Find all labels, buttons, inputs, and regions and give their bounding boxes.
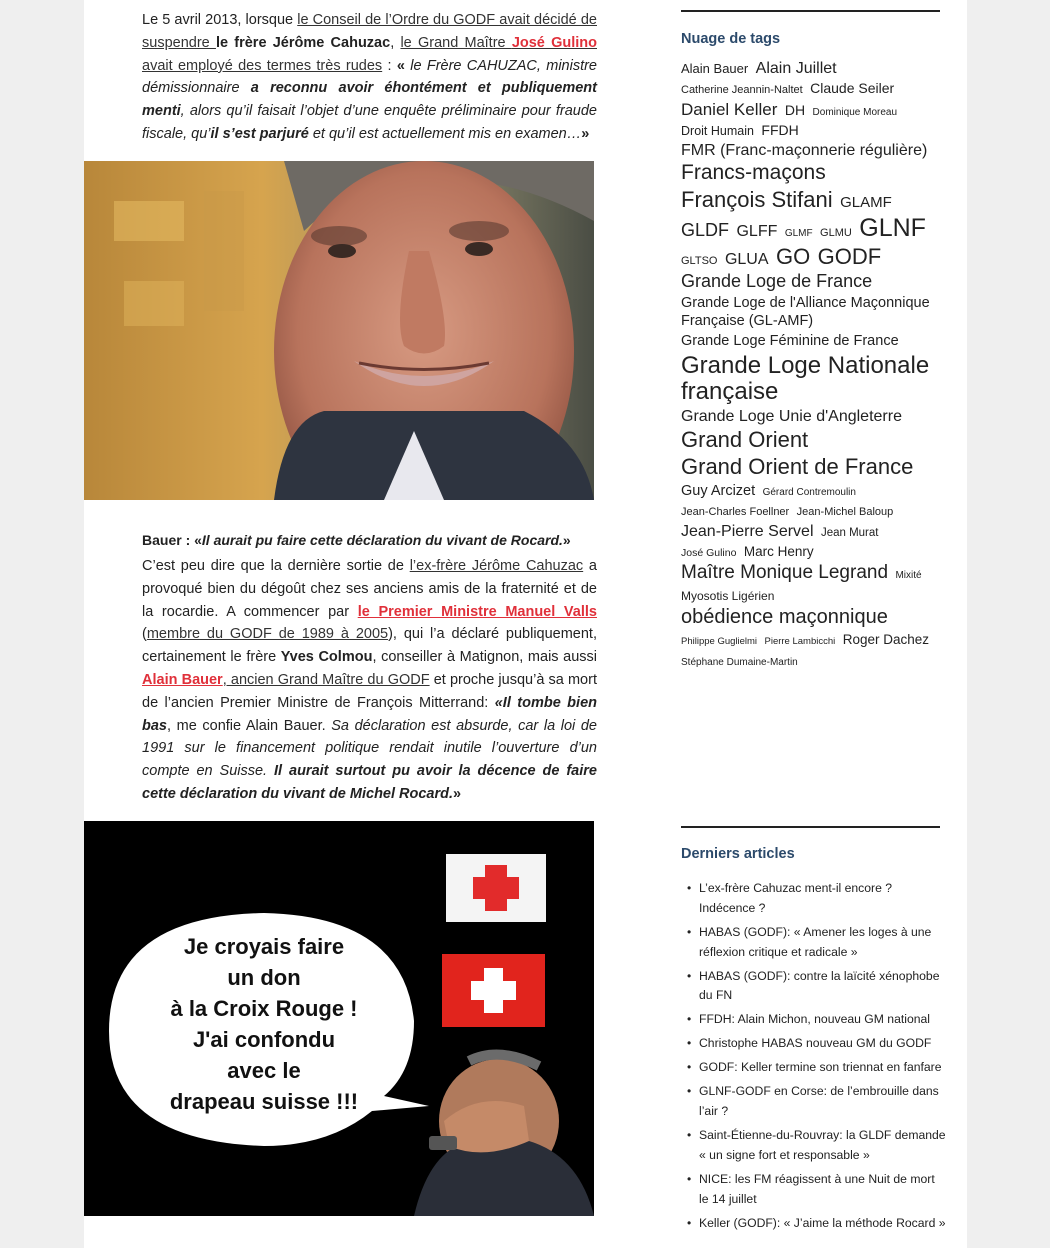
tag-link[interactable]: GLMF (784, 227, 813, 239)
article-link[interactable]: FFDH: Alain Michon, nouveau GM national (699, 1012, 930, 1027)
tag-link[interactable]: Stéphane Dumaine-Martin (681, 656, 798, 668)
text: ( (142, 626, 147, 643)
tag-link[interactable]: Grand Orient (681, 427, 809, 453)
list-item (681, 1170, 946, 1210)
bubble-line: drapeau suisse !!! (169, 1089, 359, 1114)
tag-row (681, 607, 940, 629)
list-item (681, 967, 946, 1007)
tag-link[interactable]: Grande Loge Unie d'Angleterre (681, 407, 902, 425)
tag-link[interactable]: GODF (817, 243, 882, 269)
tag-link[interactable]: Myosotis Ligérien (681, 588, 775, 603)
tag-row (681, 215, 940, 242)
link-jose-gulino: José Gulino (511, 34, 597, 51)
text: , conseiller à Matignon, mais aussi (372, 649, 597, 666)
quote-bold: «Il tombe bien bas (142, 694, 597, 734)
list-item (681, 1214, 946, 1234)
tag-link[interactable]: Grande Loge de l'Alliance Maçonnique Française (GL-AMF) (681, 295, 930, 329)
tag-row (681, 428, 940, 452)
article-link[interactable]: HABAS (GODF): contre la laïcité xénophobe du FN (699, 968, 940, 1003)
divider (681, 10, 940, 12)
tag-link[interactable]: Jean-Pierre Servel (681, 522, 814, 540)
tag-link[interactable]: Dominique Moreau (812, 106, 898, 118)
tag-link[interactable]: Alain Bauer (681, 61, 749, 76)
tag-link[interactable]: Roger Dachez (842, 632, 929, 648)
list-item (681, 1126, 946, 1166)
bubble-line: J'ai confondu (192, 1027, 336, 1052)
tag-link[interactable]: GLTSO (681, 254, 718, 267)
bubble-line: un don (227, 965, 301, 990)
caption-close: » (562, 532, 571, 548)
tag-link[interactable]: Grand Orient de France (681, 453, 914, 479)
link-grand-maitre[interactable] (400, 35, 597, 51)
image-caption (142, 532, 597, 548)
caption-quote: Il aurait pu faire cette déclaration du vivant de Rocard. (201, 532, 563, 548)
tag-row (681, 142, 940, 159)
tag-row (681, 353, 940, 405)
link-membre-godf[interactable]: membre du GODF de 1989 à 2005 (146, 626, 389, 643)
article-link[interactable]: L’ex-frère Cahuzac ment-il encore ? Indécence ? (699, 881, 893, 915)
list-item (681, 1034, 946, 1054)
tag-row (681, 332, 940, 350)
article-link[interactable]: GLNF-GODF en Corse: de l’embrouille dans l’air ? (699, 1084, 939, 1119)
text: ), qui l’a déclaré publiquement, certainement le frère (142, 626, 597, 666)
tag-link[interactable]: Grande Loge Féminine de France (681, 333, 899, 350)
quote-open: « (396, 57, 411, 74)
article-paragraph-1 (142, 9, 597, 146)
link-manuel-valls[interactable]: le Premier Ministre Manuel Valls (357, 603, 597, 620)
tag-link[interactable]: Grande Loge Nationale française (681, 352, 930, 405)
tag-link[interactable]: GLDF (681, 219, 730, 240)
tag-row (681, 563, 940, 584)
tag-link[interactable]: GLUA (724, 250, 769, 268)
tag-link[interactable]: Guy Arcizet (681, 482, 756, 499)
text: a provoqué bien du dégoût chez ses anciens amis de la fraternité et de la rocardie. A commencer par (142, 558, 597, 620)
tag-link[interactable]: Grande Loge de France (681, 270, 873, 291)
tag-link[interactable]: José Gulino (681, 546, 737, 559)
tag-row (681, 455, 940, 479)
tag-row (681, 408, 940, 425)
tag-link[interactable]: Alain Juillet (755, 60, 837, 77)
list-item (681, 923, 946, 963)
list-item (681, 879, 946, 919)
tag-link[interactable]: Jean-Charles Foellner (681, 506, 790, 519)
quote-close: » (581, 125, 590, 142)
meme-image (84, 821, 594, 1216)
quote-bold: il s’est parjuré (210, 125, 309, 142)
link-alain-bauer[interactable]: Alain Bauer (142, 671, 223, 688)
tag-link[interactable]: Maître Monique Legrand (681, 562, 889, 584)
tag-link[interactable]: Daniel Keller (681, 99, 778, 119)
tag-link[interactable]: GO (775, 243, 811, 269)
bubble-line: Je croyais faire (183, 934, 345, 959)
text: : (382, 57, 397, 74)
link-conseil-ordre[interactable]: le Conseil de l’Ordre du GODF avait décidé de suspendre (142, 12, 597, 51)
link-text: le Grand Maître (400, 34, 512, 51)
tag-row (681, 523, 940, 540)
tag-link[interactable]: Pierre Lambicchi (764, 636, 836, 648)
link-ex-frere-cahuzac[interactable]: l’ex-frère Jérôme Cahuzac (409, 558, 584, 574)
tag-row (681, 294, 940, 329)
quote-text: , alors qu’il faisait l’objet d’une enquête préliminaire pour fraude fiscale, qu’ (142, 103, 597, 142)
list-item (681, 1058, 946, 1078)
tag-link[interactable]: Francs-maçons (681, 161, 826, 185)
tag-link[interactable]: Marc Henry (743, 543, 814, 559)
tag-row (681, 587, 940, 604)
bubble-line: à la Croix Rouge ! (170, 996, 358, 1021)
caption-label: Bauer : « (142, 532, 202, 548)
bold-text: le frère Jérôme Cahuzac (215, 34, 391, 51)
divider (681, 826, 940, 828)
tag-link[interactable]: Philippe Guglielmi (681, 636, 758, 648)
tag-row (681, 502, 940, 519)
page (84, 0, 967, 1248)
tag-link[interactable]: Mixité (895, 570, 922, 582)
tag-row (681, 482, 940, 500)
recent-articles-title: Derniers articles (681, 846, 795, 862)
tag-row (681, 122, 940, 139)
tag-link[interactable]: GLFF (736, 222, 778, 240)
tag-link[interactable]: Claude Seiler (810, 80, 895, 97)
recent-articles-list (681, 879, 946, 1238)
text: C’est peu dire que la dernière sortie de (142, 558, 410, 574)
tag-link[interactable]: Gérard Contremoulin (762, 486, 856, 498)
link-ancien-gm[interactable]: , ancien Grand Maître du GODF (222, 671, 430, 688)
text: , me confie Alain Bauer. (167, 717, 332, 734)
article-paragraph-2 (142, 555, 597, 806)
tag-link[interactable]: Jean Murat (820, 526, 879, 539)
tag-link[interactable]: Jean-Michel Baloup (796, 506, 894, 519)
text: et proche jusqu’à sa mort de l’ancien Premier Ministre de François Mitterrand: (142, 671, 597, 711)
list-item (681, 1010, 946, 1030)
tag-row (681, 80, 940, 97)
tag-row (681, 543, 940, 560)
quote-text: le Frère CAHUZAC, ministre démissionnaire (142, 57, 597, 97)
tag-link[interactable]: GLMU (820, 226, 852, 239)
tag-link[interactable]: GLNF (859, 213, 926, 242)
quote-bold: a reconnu avoir éhontément et publiquement menti (142, 80, 597, 120)
tag-link[interactable]: Catherine Jeannin-Naltet (681, 84, 803, 97)
tag-cloud (681, 60, 940, 672)
tag-row (681, 245, 940, 269)
tag-cloud-title: Nuage de tags (681, 31, 781, 47)
quote-close: » (453, 785, 462, 802)
bold-text: Yves Colmou (280, 649, 373, 666)
quote-bold: Il aurait surtout pu avoir la décence de faire cette déclaration du vivant de Michel Rocard. (142, 763, 597, 802)
link-termes-rudes[interactable]: avait employé des termes très rudes (142, 57, 383, 74)
article-link[interactable]: HABAS (GODF): « Amener les loges à une réflexion critique et radicale » (699, 924, 932, 959)
tag-link[interactable]: Droit Humain (681, 123, 754, 138)
article-link[interactable]: Christophe HABAS nouveau GM du GODF (699, 1036, 932, 1051)
bubble-text (134, 931, 394, 1117)
list-item (681, 1082, 946, 1122)
tag-link[interactable]: obédience maçonnique (681, 605, 888, 628)
tag-link[interactable]: FFDH (761, 121, 799, 138)
tag-row (681, 101, 940, 119)
text: , (390, 34, 401, 51)
article-link[interactable]: GODF: Keller termine son triennat en fanfare (699, 1060, 942, 1075)
tag-link[interactable]: DH (784, 101, 806, 118)
article-link[interactable]: NICE: les FM réagissent à une Nuit de mort le 14 juillet (699, 1171, 935, 1206)
tag-row (681, 188, 940, 212)
tag-link[interactable]: FMR (Franc-maçonnerie régulière) (681, 142, 928, 160)
quote-text: et qu’il est actuellement mis en examen… (308, 125, 582, 142)
tag-row (681, 162, 940, 185)
quote-text: Sa déclaration est absurde, car la loi de 1991 sur le financement politique rendait inutile l’ouverture d’un compte en Suisse. (142, 717, 597, 780)
article-link[interactable]: Saint-Étienne-du-Rouvray: la GLDF demande « un signe fort et responsable » (699, 1128, 946, 1162)
photo-cahuzac-portrait (84, 161, 594, 500)
tag-row (681, 272, 940, 291)
tag-row (681, 652, 940, 669)
tag-row (681, 60, 940, 77)
bubble-line: avec le (227, 1058, 301, 1083)
tag-link[interactable]: François Stifani (681, 187, 833, 213)
tag-row (681, 631, 940, 648)
portrait-image (84, 161, 594, 500)
article-link[interactable]: Keller (GODF): « J’aime la méthode Rocard » (699, 1215, 946, 1230)
text: Le 5 avril 2013, lorsque (142, 12, 298, 28)
tag-link[interactable]: GLAMF (840, 194, 892, 212)
